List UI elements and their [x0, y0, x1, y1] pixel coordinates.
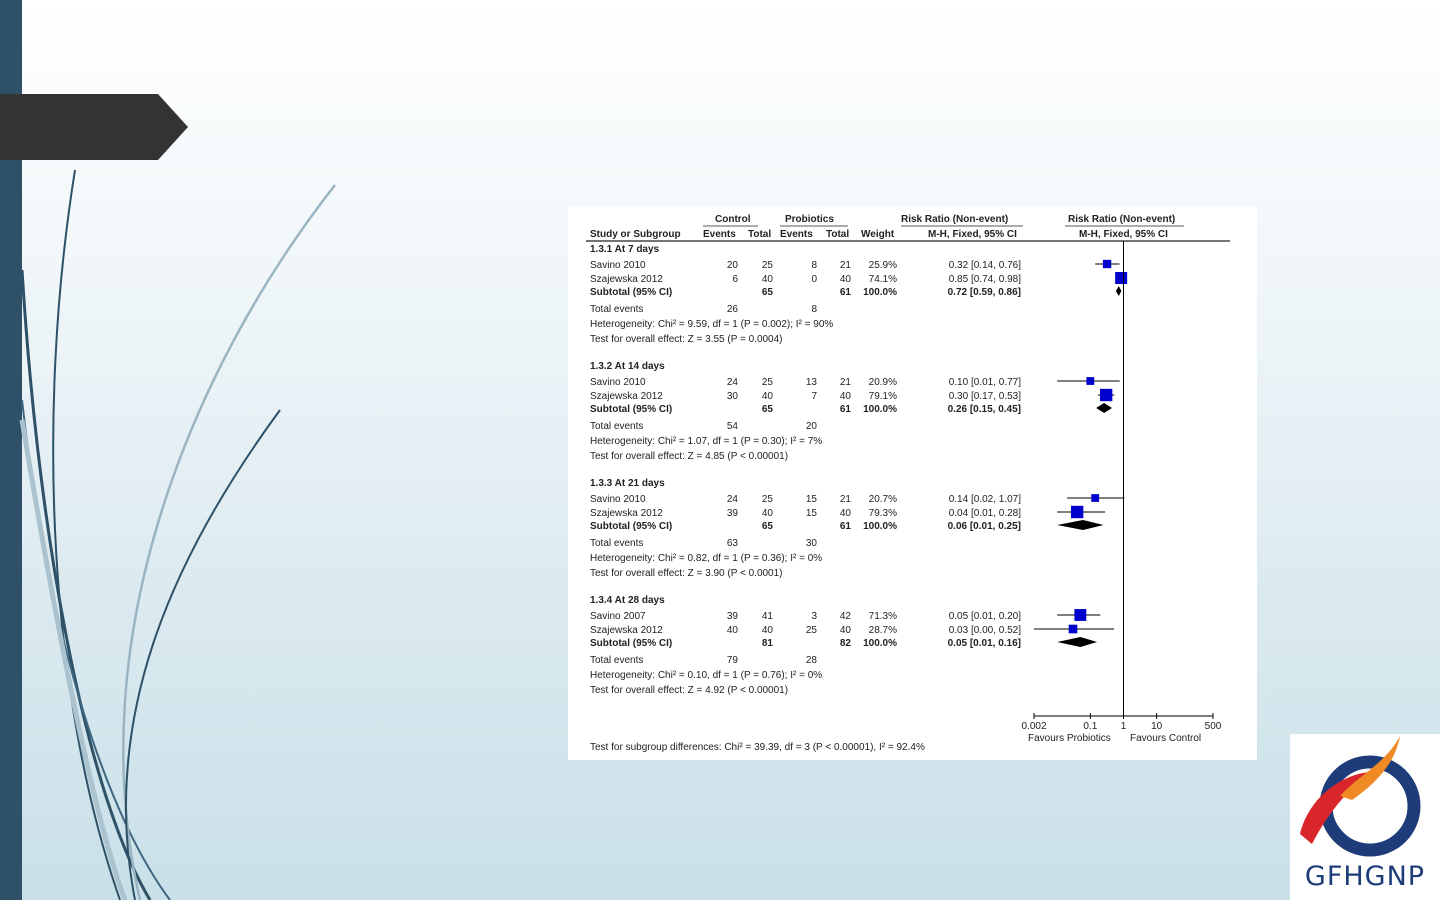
study-ci: 0.14 [0.02, 1.07] — [948, 494, 1021, 505]
study-ci: 0.03 [0.00, 0.52] — [948, 625, 1021, 636]
probiotics-total: 42 — [839, 611, 851, 622]
subtotal-ci: 0.26 [0.15, 0.45] — [947, 404, 1021, 415]
subtotal-control-total: 81 — [761, 638, 773, 649]
subtotal-probiotics-total: 61 — [839, 521, 851, 532]
study-marker — [1069, 625, 1078, 634]
favours-probiotics-label: Favours Probiotics — [1028, 733, 1111, 744]
probiotics-total: 40 — [839, 625, 851, 636]
header-plot-title: Risk Ratio (Non-event) — [1068, 214, 1176, 225]
probiotics-events: 15 — [805, 494, 817, 505]
study-weight: 79.1% — [868, 391, 897, 402]
subtotal-label: Subtotal (95% CI) — [590, 287, 673, 298]
title-tab — [0, 94, 188, 160]
subtotal-ci: 0.72 [0.59, 0.86] — [947, 287, 1021, 298]
study-weight: 28.7% — [868, 625, 897, 636]
study-name: Savino 2007 — [590, 611, 646, 622]
study-marker — [1103, 260, 1111, 268]
study-marker — [1086, 377, 1094, 385]
subtotal-label: Subtotal (95% CI) — [590, 638, 673, 649]
subtotal-probiotics-total: 61 — [839, 287, 851, 298]
study-ci: 0.10 [0.01, 0.77] — [948, 377, 1021, 388]
x-tick-label: 0.002 — [1021, 721, 1047, 732]
total-events-control: 79 — [726, 655, 738, 666]
control-total: 25 — [761, 377, 773, 388]
heterogeneity-text: Heterogeneity: Chi² = 9.59, df = 1 (P = 0.002); I² = 90% — [590, 319, 834, 330]
probiotics-events: 3 — [811, 611, 817, 622]
probiotics-total: 21 — [839, 260, 851, 271]
control-events: 39 — [726, 611, 738, 622]
subgroup-title: 1.3.1 At 7 days — [590, 244, 660, 255]
overall-effect-text: Test for overall effect: Z = 3.55 (P = 0.0004) — [590, 334, 783, 345]
overall-effect-text: Test for overall effect: Z = 3.90 (P < 0.0001) — [590, 568, 783, 579]
header-study: Study or Subgroup — [590, 229, 681, 240]
subgroup-title: 1.3.3 At 21 days — [590, 478, 665, 489]
subtotal-diamond — [1057, 520, 1103, 530]
gfhgnp-logo — [1290, 734, 1440, 900]
forest-rows — [590, 244, 1021, 696]
subtotal-ci: 0.06 [0.01, 0.25] — [947, 521, 1021, 532]
subtotal-weight: 100.0% — [863, 521, 897, 532]
favours-control-label: Favours Control — [1130, 733, 1202, 744]
subtotal-label: Subtotal (95% CI) — [590, 521, 673, 532]
study-ci: 0.30 [0.17, 0.53] — [948, 391, 1021, 402]
study-marker — [1091, 494, 1099, 502]
study-marker — [1074, 609, 1086, 621]
control-events: 6 — [732, 274, 738, 285]
control-total: 40 — [761, 274, 773, 285]
heterogeneity-text: Heterogeneity: Chi² = 0.10, df = 1 (P = 0.76); I² = 0% — [590, 670, 823, 681]
probiotics-total: 21 — [839, 494, 851, 505]
control-total: 41 — [761, 611, 773, 622]
study-name: Szajewska 2012 — [590, 274, 663, 285]
study-name: Savino 2010 — [590, 494, 646, 505]
header-control: Control — [715, 214, 751, 225]
forest-plot-area — [1034, 241, 1127, 716]
study-marker — [1071, 506, 1083, 518]
header-weight: Weight — [861, 229, 895, 240]
control-events: 39 — [726, 508, 738, 519]
overall-effect-text: Test for overall effect: Z = 4.92 (P < 0.00001) — [590, 685, 789, 696]
total-events-control: 26 — [726, 304, 738, 315]
probiotics-events: 7 — [811, 391, 817, 402]
total-events-probiotics: 30 — [805, 538, 817, 549]
study-weight: 20.9% — [868, 377, 897, 388]
x-tick-label: 1 — [1120, 721, 1127, 732]
control-events: 20 — [726, 260, 738, 271]
x-axis — [1021, 713, 1221, 732]
header-control-total: Total — [748, 229, 772, 240]
control-events: 24 — [726, 377, 738, 388]
control-events: 40 — [726, 625, 738, 636]
control-events: 30 — [726, 391, 738, 402]
study-name: Savino 2010 — [590, 377, 646, 388]
logo-mark — [1290, 734, 1440, 864]
subtotal-weight: 100.0% — [863, 287, 897, 298]
control-total: 40 — [761, 391, 773, 402]
study-marker — [1100, 389, 1112, 401]
probiotics-events: 13 — [805, 377, 817, 388]
subtotal-control-total: 65 — [761, 287, 773, 298]
study-name: Szajewska 2012 — [590, 508, 663, 519]
control-total: 40 — [761, 625, 773, 636]
control-total: 40 — [761, 508, 773, 519]
subtotal-diamond — [1096, 403, 1112, 413]
study-name: Savino 2010 — [590, 260, 646, 271]
study-weight: 25.9% — [868, 260, 897, 271]
subtotal-control-total: 65 — [761, 521, 773, 532]
header-rr-title: Risk Ratio (Non-event) — [901, 214, 1009, 225]
total-events-label: Total events — [590, 538, 644, 549]
study-ci: 0.32 [0.14, 0.76] — [948, 260, 1021, 271]
subgroup-title: 1.3.2 At 14 days — [590, 361, 665, 372]
control-total: 25 — [761, 260, 773, 271]
subtotal-weight: 100.0% — [863, 638, 897, 649]
total-events-label: Total events — [590, 655, 644, 666]
subtotal-diamond — [1057, 637, 1097, 647]
probiotics-total: 21 — [839, 377, 851, 388]
x-tick-label: 500 — [1204, 721, 1222, 732]
study-name: Szajewska 2012 — [590, 391, 663, 402]
header-rr-method: M-H, Fixed, 95% CI — [928, 229, 1017, 240]
probiotics-events: 8 — [811, 260, 817, 271]
study-name: Szajewska 2012 — [590, 625, 663, 636]
control-total: 25 — [761, 494, 773, 505]
probiotics-events: 0 — [811, 274, 817, 285]
subtotal-control-total: 65 — [761, 404, 773, 415]
probiotics-events: 15 — [805, 508, 817, 519]
header-plot-method: M-H, Fixed, 95% CI — [1079, 229, 1168, 240]
heterogeneity-text: Heterogeneity: Chi² = 0.82, df = 1 (P = 0.36); I² = 0% — [590, 553, 823, 564]
study-ci: 0.05 [0.01, 0.20] — [948, 611, 1021, 622]
study-marker — [1115, 272, 1127, 284]
total-events-probiotics: 8 — [811, 304, 817, 315]
forest-plot-figure — [568, 206, 1257, 760]
study-ci: 0.04 [0.01, 0.28] — [948, 508, 1021, 519]
total-events-label: Total events — [590, 304, 644, 315]
overall-effect-text: Test for overall effect: Z = 4.85 (P < 0.00001) — [590, 451, 789, 462]
header-probiotics-events: Events — [780, 229, 813, 240]
forest-plot — [568, 206, 1257, 760]
total-events-label: Total events — [590, 421, 644, 432]
total-events-probiotics: 28 — [805, 655, 817, 666]
x-tick-label: 0.1 — [1083, 721, 1098, 732]
total-events-probiotics: 20 — [805, 421, 817, 432]
header-probiotics: Probiotics — [785, 214, 834, 225]
study-weight: 20.7% — [868, 494, 897, 505]
study-weight: 74.1% — [868, 274, 897, 285]
study-weight: 71.3% — [868, 611, 897, 622]
subtotal-label: Subtotal (95% CI) — [590, 404, 673, 415]
x-tick-label: 10 — [1151, 721, 1163, 732]
total-events-control: 63 — [726, 538, 738, 549]
study-weight: 79.3% — [868, 508, 897, 519]
subgroup-title: 1.3.4 At 28 days — [590, 595, 665, 606]
header-probiotics-total: Total — [826, 229, 850, 240]
total-events-control: 54 — [726, 421, 738, 432]
control-events: 24 — [726, 494, 738, 505]
subtotal-ci: 0.05 [0.01, 0.16] — [947, 638, 1021, 649]
subtotal-probiotics-total: 82 — [839, 638, 851, 649]
heterogeneity-text: Heterogeneity: Chi² = 1.07, df = 1 (P = 0.30); I² = 7% — [590, 436, 823, 447]
subtotal-diamond — [1116, 286, 1121, 296]
study-ci: 0.85 [0.74, 0.98] — [948, 274, 1021, 285]
probiotics-events: 25 — [805, 625, 817, 636]
subtotal-weight: 100.0% — [863, 404, 897, 415]
subgroup-differences-test: Test for subgroup differences: Chi² = 39.39, df = 3 (P < 0.00001), I² = 92.4% — [590, 742, 925, 753]
probiotics-total: 40 — [839, 508, 851, 519]
header-control-events: Events — [703, 229, 736, 240]
subtotal-probiotics-total: 61 — [839, 404, 851, 415]
logo-text: GFHGNP — [1304, 861, 1426, 892]
probiotics-total: 40 — [839, 391, 851, 402]
probiotics-total: 40 — [839, 274, 851, 285]
